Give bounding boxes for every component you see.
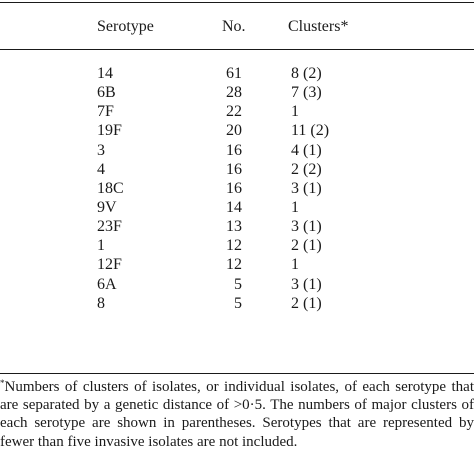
cell-clusters: 11 (2) <box>291 122 330 140</box>
table-row <box>0 294 474 313</box>
cell-clusters: 3 (1) <box>291 218 322 236</box>
table-row <box>0 83 474 102</box>
cell-clusters: 3 (1) <box>291 179 322 197</box>
footnote-marker: * <box>0 378 5 388</box>
cell-no: 22 <box>226 103 242 121</box>
table-body <box>0 64 474 313</box>
cell-no: 14 <box>226 198 242 216</box>
cell-serotype: 14 <box>97 65 113 82</box>
cell-serotype: 18C <box>97 179 124 197</box>
column-header-clusters: Clusters* <box>288 18 349 35</box>
cell-serotype: 19F <box>97 122 122 140</box>
cell-clusters: 1 <box>291 198 299 216</box>
table-row <box>0 102 474 121</box>
cell-serotype: 7F <box>97 103 114 121</box>
cell-clusters: 2 (1) <box>291 294 322 312</box>
cell-no: 61 <box>226 65 242 82</box>
cell-serotype: 3 <box>97 141 105 159</box>
cell-no: 5 <box>234 275 242 293</box>
cell-clusters: 4 (1) <box>291 141 322 159</box>
cell-serotype: 9V <box>97 198 117 216</box>
table-bottom-rule <box>0 373 474 374</box>
cell-no: 16 <box>226 141 242 159</box>
table-row <box>0 217 474 236</box>
cell-serotype: 6A <box>97 275 117 293</box>
cell-clusters: 1 <box>291 103 299 121</box>
cell-no: 16 <box>226 160 242 178</box>
cell-no: 28 <box>226 84 242 102</box>
cell-no: 12 <box>226 237 242 255</box>
table-footnote <box>0 378 474 451</box>
cell-clusters: 8 (2) <box>291 65 322 82</box>
table-row <box>0 121 474 140</box>
cell-serotype: 12F <box>97 256 122 274</box>
cell-clusters: 1 <box>291 256 299 274</box>
table-row <box>0 198 474 217</box>
cell-no: 20 <box>226 122 242 140</box>
table-row <box>0 141 474 160</box>
cell-clusters: 2 (1) <box>291 237 322 255</box>
table-row <box>0 179 474 198</box>
cell-no: 5 <box>234 294 242 312</box>
cell-clusters: 3 (1) <box>291 275 322 293</box>
cell-clusters: 2 (2) <box>291 160 322 178</box>
cell-no: 12 <box>226 256 242 274</box>
cell-clusters: 7 (3) <box>291 84 322 102</box>
cell-serotype: 23F <box>97 218 122 236</box>
cell-serotype: 4 <box>97 160 105 178</box>
cell-serotype: 8 <box>97 294 105 312</box>
column-header-serotype: Serotype <box>97 18 154 35</box>
table-header-rule <box>0 49 474 50</box>
footnote-text: Numbers of clusters of isolates, or individual isolates, of each serotype that are separated by a genetic distance of >0·5. The numbers of major clusters of each serotype are shown in parentheses. Serotypes that are represented by fewer than five invasive isolates are not included. <box>0 379 474 450</box>
column-header-no: No. <box>222 18 246 35</box>
cell-no: 13 <box>226 218 242 236</box>
table-row <box>0 160 474 179</box>
table-row <box>0 275 474 294</box>
cell-no: 16 <box>226 179 242 197</box>
table-row <box>0 255 474 274</box>
table-row <box>0 64 474 83</box>
cell-serotype: 1 <box>97 237 105 255</box>
table-row <box>0 236 474 255</box>
cell-serotype: 6B <box>97 84 116 102</box>
table-top-rule <box>0 2 474 3</box>
